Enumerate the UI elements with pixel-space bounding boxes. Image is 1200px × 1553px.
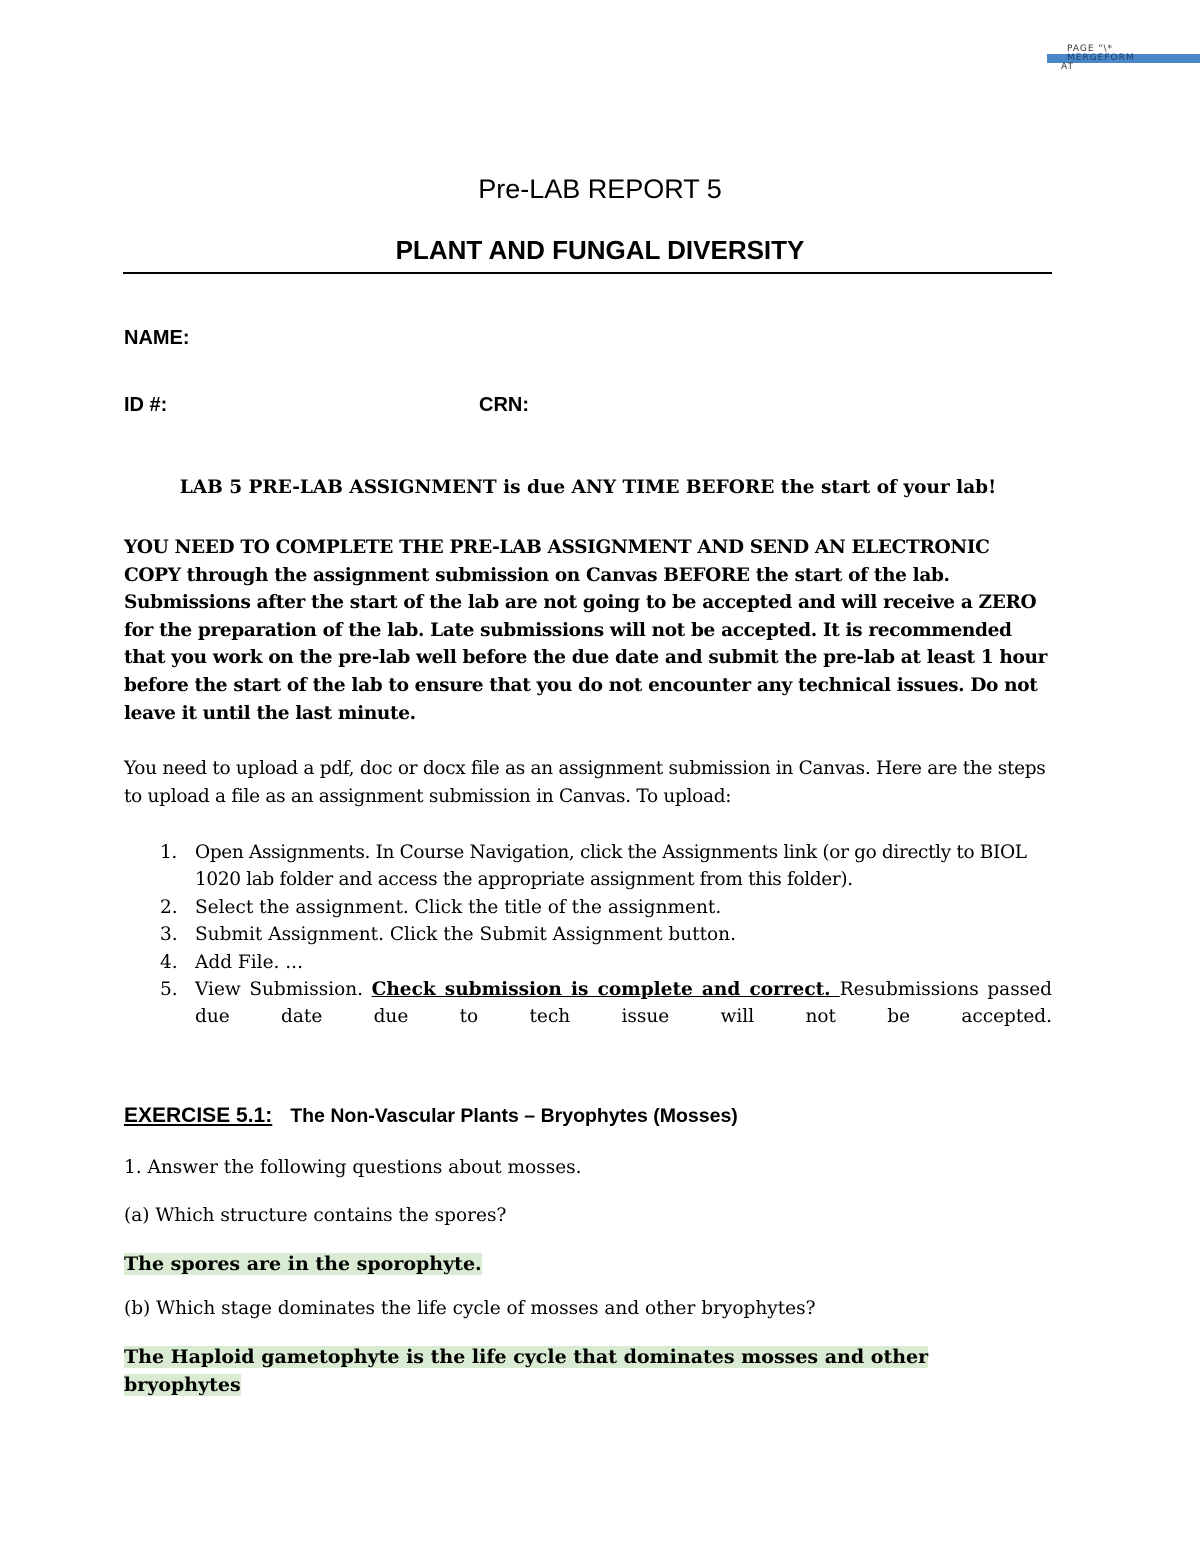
upload-intro-paragraph: You need to upload a pdf, doc or docx file as an assignment submission in Canvas. Here are the steps to upload a file as an assignment submission in Canvas. To upload: <box>124 758 1046 807</box>
page-subtitle: PLANT AND FUNGAL DIVERSITY <box>395 235 805 265</box>
stamp-line-3: AT <box>1061 62 1074 72</box>
field-code-stamp <box>1047 45 1200 72</box>
title-divider <box>123 272 1052 274</box>
step-number: 3. <box>160 924 178 946</box>
answer-b-line-1: The Haploid gametophyte is the life cycle that dominates mosses and other <box>124 1346 929 1368</box>
step-number: 1. <box>160 842 177 863</box>
step-text: Select the assignment. Click the title of the assignment. <box>195 896 722 918</box>
stamp-line-1: PAGE "\* <box>1067 44 1114 54</box>
list-item <box>124 921 1052 948</box>
step-text: View Submission. <box>195 979 372 1001</box>
step-number: 5. <box>160 979 178 1001</box>
question-b: (b) Which stage dominates the life cycle of mosses and other bryophytes? <box>124 1298 816 1319</box>
step-emphasis: Check submission is complete and correct. <box>371 979 840 1001</box>
step-text: Add File. ... <box>195 951 303 973</box>
step-5-line-1 <box>195 976 1052 1031</box>
name-label: NAME: <box>124 327 190 349</box>
list-item <box>124 839 1052 894</box>
answer-b <box>124 1343 928 1399</box>
question-1: 1. Answer the following questions about mosses. <box>124 1157 582 1178</box>
exercise-label: EXERCISE 5.1: <box>124 1104 273 1127</box>
id-label: ID #: <box>124 394 168 416</box>
page-title: Pre-LAB REPORT 5 <box>478 174 722 204</box>
instructions-paragraph: YOU NEED TO COMPLETE THE PRE-LAB ASSIGNMENT AND SEND AN ELECTRONIC COPY through the assignment submission on Canvas BEFORE the start of the lab. Submissions after the start of the lab are not going to be accepted and will receive a ZERO for the preparation of the lab. Late submissions will not be accepted. It is recommended that you work on the pre-lab well before the due date and submit the pre-lab at least 1 hour before the start of the lab to ensure that you do not encounter any technical issues. Do not leave it until the last minute. <box>124 537 1048 724</box>
answer-a <box>124 1250 482 1278</box>
upload-steps-list <box>124 839 1052 1031</box>
stamp-line-2: MERGEFORM <box>1047 54 1200 63</box>
question-a: (a) Which structure contains the spores? <box>124 1205 507 1226</box>
step-number: 2. <box>160 896 178 918</box>
answer-a-text: The spores are in the sporophyte. <box>124 1253 482 1275</box>
list-item <box>124 894 1052 921</box>
due-notice: LAB 5 PRE-LAB ASSIGNMENT is due ANY TIME BEFORE the start of your lab! <box>179 477 997 498</box>
step-text: Open Assignments. In Course Navigation, click the Assignments link (or go directly to BIOL 1020 lab folder and access the appropriate assignment from this folder). <box>195 842 1027 891</box>
answer-b-line-2: bryophytes <box>124 1374 241 1396</box>
exercise-heading <box>124 1104 738 1128</box>
step-text: Submit Assignment. Click the Submit Assignment button. <box>195 924 736 946</box>
step-text-after: Resubmissions passed due date due to tech issue will not be accepted. <box>195 979 1052 1028</box>
step-number: 4. <box>160 951 178 973</box>
list-item <box>124 976 1052 1031</box>
exercise-title: The Non-Vascular Plants – Bryophytes (Mosses) <box>290 1105 738 1127</box>
crn-label: CRN: <box>479 394 529 416</box>
list-item <box>124 949 1052 976</box>
